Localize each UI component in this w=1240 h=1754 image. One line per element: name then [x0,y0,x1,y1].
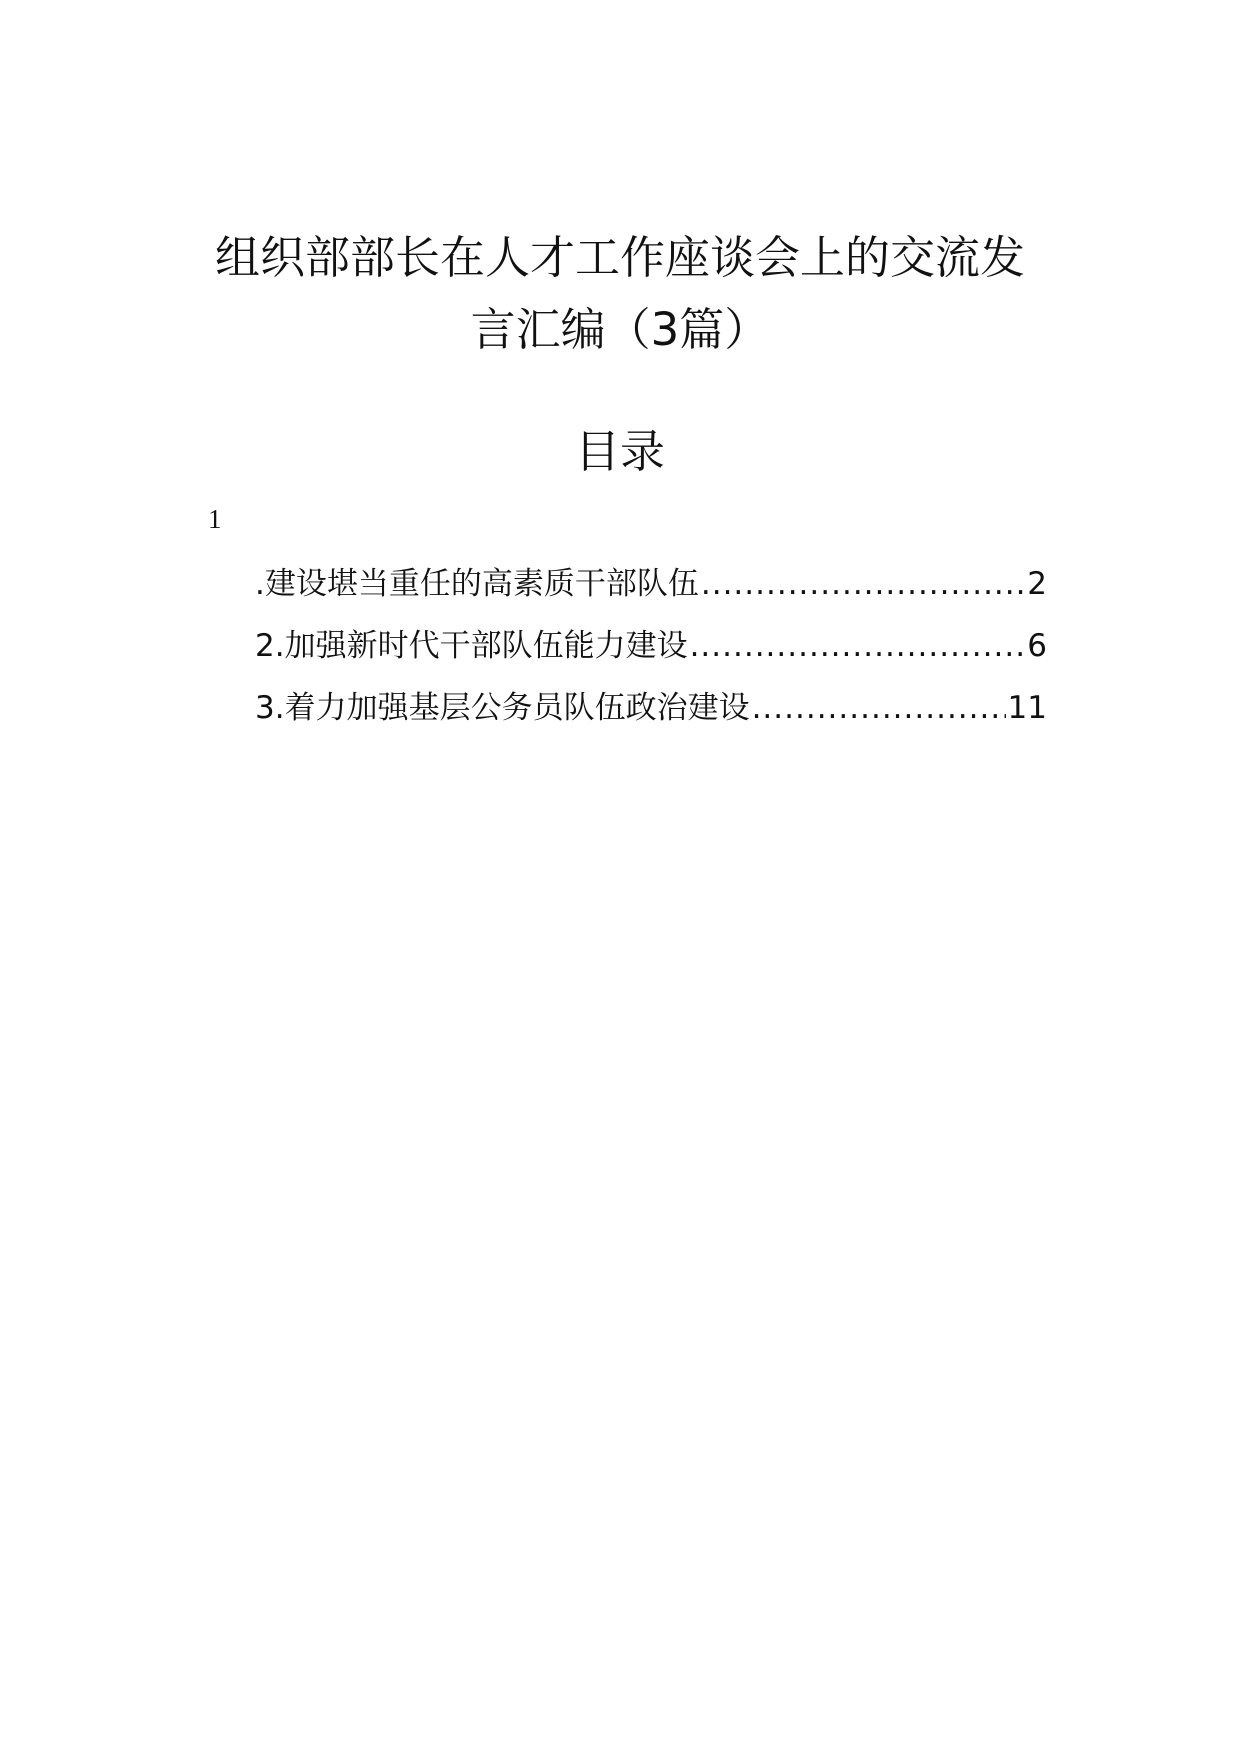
toc-entry-1[interactable] [255,563,1047,625]
title-line-2: 言汇编（3篇） [470,303,770,356]
table-of-contents [255,563,1047,749]
stray-number: 1 [208,504,222,534]
toc-entry-page: 11 [1007,690,1047,726]
toc-entry-3[interactable] [255,687,1047,749]
document-title [160,222,1080,366]
toc-entry-label: 3.着力加强基层公务员队伍政治建设 [255,690,750,726]
toc-entry-label: 2.加强新时代干部队伍能力建设 [255,628,688,664]
toc-entry-2[interactable] [255,625,1047,687]
toc-entry-label: .建设堪当重任的高素质干部队伍 [255,566,699,602]
dot-leader [701,563,1025,605]
toc-entry-page: 2 [1027,566,1047,602]
toc-entry-page: 6 [1027,628,1047,664]
title-line-1: 组织部部长在人才工作座谈会上的交流发 [214,231,1025,284]
dot-leader [752,687,1006,729]
dot-leader [690,625,1026,667]
toc-heading: 目录 [574,425,665,478]
